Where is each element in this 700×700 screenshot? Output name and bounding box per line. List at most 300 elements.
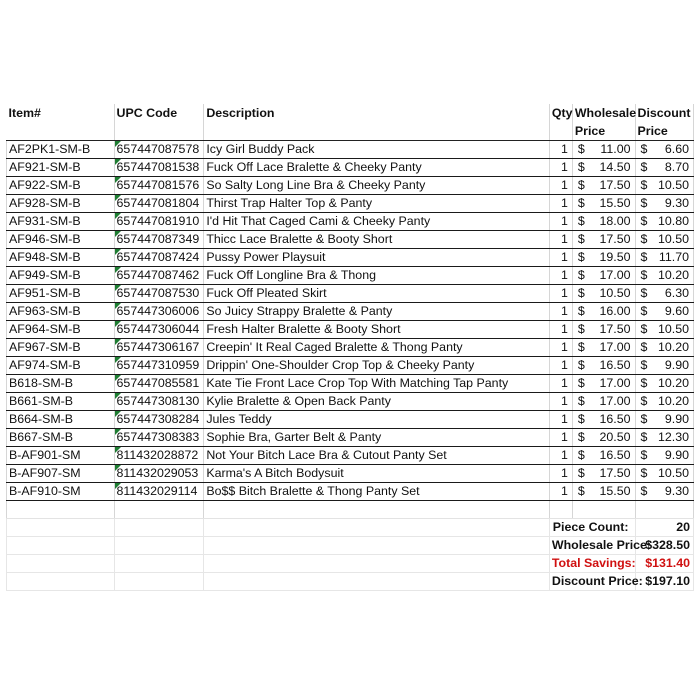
wholesale-cell-wrap [575, 159, 633, 176]
currency-symbol: $ [640, 358, 648, 372]
wholesale-cell-amount: 17.00 [599, 268, 631, 282]
currency-symbol: $ [640, 268, 648, 282]
blank-cell [204, 501, 550, 519]
upc-value: 657447087578 [116, 142, 200, 156]
currency-symbol: $ [640, 412, 648, 426]
item-cell: B-AF910-SM [7, 483, 115, 501]
number-as-text-flag-icon [115, 339, 121, 345]
upc-value: 657447087424 [116, 250, 200, 264]
wholesale-cell-wrap [575, 483, 633, 500]
currency-symbol: $ [577, 160, 585, 174]
upc-cell [114, 213, 204, 231]
number-as-text-flag-icon [115, 177, 121, 183]
description-cell: Drippin' One-Shoulder Crop Top & Cheeky Panty [204, 357, 550, 375]
item-cell: AF922-SM-B [7, 177, 115, 195]
item-cell: AF974-SM-B [7, 357, 115, 375]
table-row [7, 285, 694, 303]
wholesale-cell [572, 303, 635, 321]
discount-cell-wrap [638, 357, 692, 374]
item-cell: AF951-SM-B [7, 285, 115, 303]
qty-cell: 1 [549, 267, 572, 285]
currency-symbol: $ [640, 484, 648, 498]
discount-cell [635, 339, 694, 357]
wholesale-cell [572, 321, 635, 339]
discount-cell-wrap [638, 195, 692, 212]
discount-cell-amount: 12.30 [657, 430, 689, 444]
table-row [7, 159, 694, 177]
qty-cell: 1 [549, 159, 572, 177]
description-cell: Karma's A Bitch Bodysuit [204, 465, 550, 483]
discount-cell-amount: 9.30 [664, 196, 689, 210]
item-cell: AF967-SM-B [7, 339, 115, 357]
discount-cell-amount: 11.70 [658, 250, 689, 264]
table-row [7, 339, 694, 357]
item-cell: AF928-SM-B [7, 195, 115, 213]
header-discount [635, 104, 694, 141]
currency-symbol: $ [577, 448, 585, 462]
empty-cell [7, 519, 115, 537]
wholesale-cell-amount: 16.00 [599, 304, 631, 318]
upc-cell [114, 429, 204, 447]
discount-cell-amount: 10.50 [657, 178, 689, 192]
wholesale-cell-amount: 16.50 [599, 412, 631, 426]
discount-cell-wrap [638, 411, 692, 428]
discount-total-row [7, 573, 694, 591]
upc-cell [114, 411, 204, 429]
currency-symbol: $ [640, 430, 648, 444]
number-as-text-flag-icon [115, 267, 121, 273]
blank-cell [635, 501, 694, 519]
qty-cell: 1 [549, 213, 572, 231]
upc-cell [114, 303, 204, 321]
description-cell: Icy Girl Buddy Pack [204, 141, 550, 159]
currency-symbol: $ [640, 394, 648, 408]
discount-cell-amount: 10.50 [657, 232, 689, 246]
number-as-text-flag-icon [115, 393, 121, 399]
upc-cell [114, 159, 204, 177]
upc-value: 657447085581 [116, 376, 200, 390]
currency-symbol: $ [640, 160, 648, 174]
blank-row [7, 501, 694, 519]
currency-symbol: $ [640, 304, 648, 318]
description-cell: Bo$$ Bitch Bralette & Thong Panty Set [204, 483, 550, 501]
description-cell: Fresh Halter Bralette & Booty Short [204, 321, 550, 339]
upc-value: 811432028872 [116, 448, 199, 462]
number-as-text-flag-icon [115, 213, 121, 219]
wholesale-cell-amount: 18.00 [599, 214, 631, 228]
qty-cell: 1 [549, 231, 572, 249]
discount-cell-amount: 9.60 [664, 304, 689, 318]
wholesale-cell-amount: 17.50 [599, 178, 631, 192]
number-as-text-flag-icon [115, 357, 121, 363]
number-as-text-flag-icon [115, 411, 121, 417]
number-as-text-flag-icon [115, 159, 121, 165]
wholesale-cell-wrap [575, 303, 633, 320]
table-row [7, 267, 694, 285]
qty-cell: 1 [549, 303, 572, 321]
discount-cell-wrap [638, 447, 692, 464]
wholesale-cell-amount: 11.00 [600, 142, 631, 156]
empty-cell [204, 537, 550, 555]
upc-value: 657447306044 [116, 322, 200, 336]
upc-value: 657447081538 [116, 160, 200, 174]
table-row [7, 375, 694, 393]
table-row [7, 195, 694, 213]
discount-cell-wrap [638, 159, 692, 176]
upc-value: 657447308383 [116, 430, 200, 444]
upc-cell [114, 357, 204, 375]
table-row [7, 393, 694, 411]
currency-symbol: $ [577, 466, 585, 480]
empty-cell [114, 537, 204, 555]
discount-cell-wrap [638, 483, 692, 500]
wholesale-cell [572, 357, 635, 375]
table-row [7, 321, 694, 339]
empty-cell [7, 555, 115, 573]
wholesale-cell-wrap [575, 231, 633, 248]
item-cell: B618-SM-B [7, 375, 115, 393]
wholesale-cell-amount: 16.50 [599, 358, 631, 372]
wholesale-total-row [7, 537, 694, 555]
wholesale-cell [572, 393, 635, 411]
upc-value: 657447306167 [116, 340, 200, 354]
number-as-text-flag-icon [115, 465, 121, 471]
table-row [7, 213, 694, 231]
currency-symbol: $ [640, 322, 648, 336]
currency-symbol: $ [640, 376, 648, 390]
qty-cell: 1 [549, 339, 572, 357]
wholesale-cell-wrap [575, 195, 633, 212]
discount-cell [635, 141, 694, 159]
discount-cell-wrap [638, 429, 692, 446]
table-row [7, 411, 694, 429]
discount-cell [635, 465, 694, 483]
description-cell: So Salty Long Line Bra & Cheeky Panty [204, 177, 550, 195]
discount-cell-amount: 10.20 [657, 268, 689, 282]
total-savings-label: Total Savings: [549, 555, 635, 573]
table-row [7, 465, 694, 483]
item-cell: AF931-SM-B [7, 213, 115, 231]
number-as-text-flag-icon [115, 195, 121, 201]
discount-cell-amount: 6.60 [664, 142, 689, 156]
wholesale-cell-amount: 15.50 [599, 484, 631, 498]
discount-cell [635, 285, 694, 303]
discount-cell-wrap [638, 249, 692, 266]
wholesale-cell-amount: 17.50 [599, 232, 631, 246]
discount-cell-wrap [638, 267, 692, 284]
discount-cell-wrap [638, 321, 692, 338]
discount-cell-wrap [638, 213, 692, 230]
discount-cell-amount: 10.50 [657, 322, 689, 336]
wholesale-cell [572, 447, 635, 465]
discount-total-label: Discount Price: [549, 573, 635, 591]
empty-cell [114, 555, 204, 573]
wholesale-cell [572, 231, 635, 249]
upc-value: 811432029053 [116, 466, 199, 480]
currency-symbol: $ [577, 412, 585, 426]
qty-cell: 1 [549, 411, 572, 429]
item-cell: AF946-SM-B [7, 231, 115, 249]
currency-symbol: $ [577, 250, 585, 264]
upc-cell [114, 195, 204, 213]
currency-symbol: $ [640, 286, 648, 300]
description-cell: I'd Hit That Caged Cami & Cheeky Panty [204, 213, 550, 231]
wholesale-cell-amount: 15.50 [599, 196, 631, 210]
discount-cell [635, 231, 694, 249]
table-row [7, 429, 694, 447]
blank-cell [572, 501, 635, 519]
upc-value: 657447081576 [116, 178, 200, 192]
number-as-text-flag-icon [115, 285, 121, 291]
table-row [7, 249, 694, 267]
currency-symbol: $ [577, 196, 585, 210]
upc-cell [114, 231, 204, 249]
piece-count-label: Piece Count: [549, 519, 635, 537]
qty-cell: 1 [549, 375, 572, 393]
qty-cell: 1 [549, 393, 572, 411]
description-cell: Not Your Bitch Lace Bra & Cutout Panty Set [204, 447, 550, 465]
currency-symbol: $ [640, 466, 648, 480]
header-wholesale-line1: Wholesale [574, 106, 637, 120]
discount-total-value: $197.10 [635, 573, 694, 591]
description-cell: Kate Tie Front Lace Crop Top With Matching Tap Panty [204, 375, 550, 393]
total-savings-value: $131.40 [635, 555, 694, 573]
item-cell: AF948-SM-B [7, 249, 115, 267]
wholesale-cell [572, 177, 635, 195]
wholesale-cell [572, 465, 635, 483]
upc-cell [114, 483, 204, 501]
upc-value: 657447087462 [116, 268, 200, 282]
upc-cell [114, 447, 204, 465]
currency-symbol: $ [640, 340, 648, 354]
number-as-text-flag-icon [115, 231, 121, 237]
empty-cell [204, 573, 550, 591]
currency-symbol: $ [640, 178, 648, 192]
currency-symbol: $ [640, 142, 648, 156]
wholesale-cell [572, 411, 635, 429]
discount-cell [635, 483, 694, 501]
qty-cell: 1 [549, 321, 572, 339]
empty-cell [204, 519, 550, 537]
discount-cell [635, 357, 694, 375]
qty-cell: 1 [549, 141, 572, 159]
wholesale-cell-amount: 10.50 [599, 286, 631, 300]
qty-cell: 1 [549, 249, 572, 267]
currency-symbol: $ [577, 178, 585, 192]
discount-cell-wrap [638, 141, 692, 158]
wholesale-cell [572, 213, 635, 231]
upc-cell [114, 141, 204, 159]
wholesale-cell [572, 267, 635, 285]
currency-symbol: $ [577, 268, 585, 282]
discount-cell-wrap [638, 465, 692, 482]
empty-cell [7, 537, 115, 555]
discount-cell [635, 195, 694, 213]
discount-cell-amount: 10.80 [657, 214, 689, 228]
wholesale-cell-amount: 17.00 [599, 340, 631, 354]
wholesale-cell-wrap [575, 141, 633, 158]
upc-cell [114, 393, 204, 411]
currency-symbol: $ [577, 430, 585, 444]
wholesale-cell-wrap [575, 339, 633, 356]
wholesale-cell-amount: 17.00 [599, 394, 631, 408]
wholesale-cell-wrap [575, 321, 633, 338]
currency-symbol: $ [640, 196, 648, 210]
table-row [7, 357, 694, 375]
description-cell: Sophie Bra, Garter Belt & Panty [204, 429, 550, 447]
item-cell: B661-SM-B [7, 393, 115, 411]
currency-symbol: $ [640, 232, 648, 246]
table-row [7, 303, 694, 321]
upc-value: 657447087530 [116, 286, 200, 300]
wholesale-cell-amount: 14.50 [599, 160, 631, 174]
header-wholesale-line2: Price [574, 124, 606, 138]
currency-symbol: $ [577, 304, 585, 318]
blank-cell [114, 501, 204, 519]
wholesale-cell-amount: 17.00 [599, 376, 631, 390]
discount-cell-wrap [638, 393, 692, 410]
wholesale-cell-wrap [575, 429, 633, 446]
upc-value: 811432029114 [116, 484, 198, 498]
upc-value: 657447087349 [116, 232, 200, 246]
description-cell: Thicc Lace Bralette & Booty Short [204, 231, 550, 249]
discount-cell-amount: 10.20 [657, 340, 689, 354]
upc-cell [114, 321, 204, 339]
currency-symbol: $ [577, 232, 585, 246]
table-row [7, 231, 694, 249]
wholesale-cell-wrap [575, 213, 633, 230]
currency-symbol: $ [577, 142, 585, 156]
currency-symbol: $ [577, 484, 585, 498]
description-cell: Fuck Off Pleated Skirt [204, 285, 550, 303]
table-row [7, 141, 694, 159]
header-discount-line2: Price [637, 124, 668, 138]
upc-cell [114, 267, 204, 285]
upc-value: 657447308284 [116, 412, 200, 426]
wholesale-cell [572, 159, 635, 177]
upc-value: 657447081910 [116, 214, 200, 228]
currency-symbol: $ [577, 214, 585, 228]
qty-cell: 1 [549, 447, 572, 465]
header-qty: Qty [549, 104, 572, 141]
upc-cell [114, 465, 204, 483]
discount-cell [635, 213, 694, 231]
empty-cell [114, 519, 204, 537]
discount-cell-amount: 9.90 [664, 448, 689, 462]
wholesale-cell-wrap [575, 357, 633, 374]
discount-cell-wrap [638, 303, 692, 320]
number-as-text-flag-icon [115, 375, 121, 381]
table-row [7, 177, 694, 195]
item-cell: AF964-SM-B [7, 321, 115, 339]
discount-cell-amount: 8.70 [664, 160, 689, 174]
currency-symbol: $ [640, 250, 648, 264]
wholesale-cell [572, 249, 635, 267]
currency-symbol: $ [640, 448, 648, 462]
currency-symbol: $ [577, 286, 585, 300]
discount-cell [635, 411, 694, 429]
table-row [7, 447, 694, 465]
qty-cell: 1 [549, 429, 572, 447]
description-cell: Thirst Trap Halter Top & Panty [204, 195, 550, 213]
description-cell: Pussy Power Playsuit [204, 249, 550, 267]
discount-cell [635, 159, 694, 177]
discount-cell-amount: 9.90 [664, 358, 689, 372]
item-cell: B664-SM-B [7, 411, 115, 429]
discount-cell [635, 375, 694, 393]
upc-cell [114, 339, 204, 357]
wholesale-cell-wrap [575, 267, 633, 284]
wholesale-cell [572, 429, 635, 447]
piece-count-row [7, 519, 694, 537]
discount-cell-amount: 10.20 [657, 394, 689, 408]
discount-cell [635, 393, 694, 411]
discount-cell-amount: 6.30 [664, 286, 689, 300]
total-savings-row [7, 555, 694, 573]
wholesale-total-value: $328.50 [635, 537, 694, 555]
qty-cell: 1 [549, 483, 572, 501]
discount-cell-wrap [638, 375, 692, 392]
header-discount-line1: Discount [637, 106, 691, 120]
discount-cell [635, 321, 694, 339]
currency-symbol: $ [577, 394, 585, 408]
header-upc: UPC Code [114, 104, 204, 141]
discount-cell-wrap [638, 231, 692, 248]
wholesale-cell-wrap [575, 285, 633, 302]
description-cell: Fuck Off Lace Bralette & Cheeky Panty [204, 159, 550, 177]
wholesale-cell [572, 141, 635, 159]
description-cell: So Juicy Strappy Bralette & Panty [204, 303, 550, 321]
wholesale-cell-wrap [575, 447, 633, 464]
currency-symbol: $ [577, 376, 585, 390]
wholesale-cell [572, 483, 635, 501]
discount-cell-amount: 9.30 [664, 484, 689, 498]
item-cell: B-AF901-SM [7, 447, 115, 465]
wholesale-cell-amount: 17.50 [599, 322, 631, 336]
header-row [7, 104, 694, 141]
header-item: Item# [7, 104, 115, 141]
item-cell: AF2PK1-SM-B [7, 141, 115, 159]
description-cell: Jules Teddy [204, 411, 550, 429]
currency-symbol: $ [640, 214, 648, 228]
number-as-text-flag-icon [115, 483, 121, 489]
wholesale-total-label: Wholesale Price: [549, 537, 635, 555]
header-description: Description [204, 104, 550, 141]
description-cell: Fuck Off Longline Bra & Thong [204, 267, 550, 285]
number-as-text-flag-icon [115, 249, 121, 255]
wholesale-cell-amount: 17.50 [599, 466, 631, 480]
discount-cell [635, 267, 694, 285]
header-wholesale [572, 104, 635, 141]
upc-cell [114, 177, 204, 195]
wholesale-cell-wrap [575, 393, 633, 410]
number-as-text-flag-icon [115, 447, 121, 453]
empty-cell [7, 573, 115, 591]
discount-cell-wrap [638, 285, 692, 302]
upc-value: 657447308130 [116, 394, 200, 408]
qty-cell: 1 [549, 195, 572, 213]
wholesale-cell [572, 285, 635, 303]
wholesale-cell-wrap [575, 249, 633, 266]
wholesale-cell-amount: 16.50 [599, 448, 631, 462]
currency-symbol: $ [577, 358, 585, 372]
item-cell: B667-SM-B [7, 429, 115, 447]
table-row [7, 483, 694, 501]
item-cell: AF921-SM-B [7, 159, 115, 177]
wholesale-cell-amount: 20.50 [599, 430, 631, 444]
wholesale-cell-wrap [575, 177, 633, 194]
wholesale-cell [572, 195, 635, 213]
